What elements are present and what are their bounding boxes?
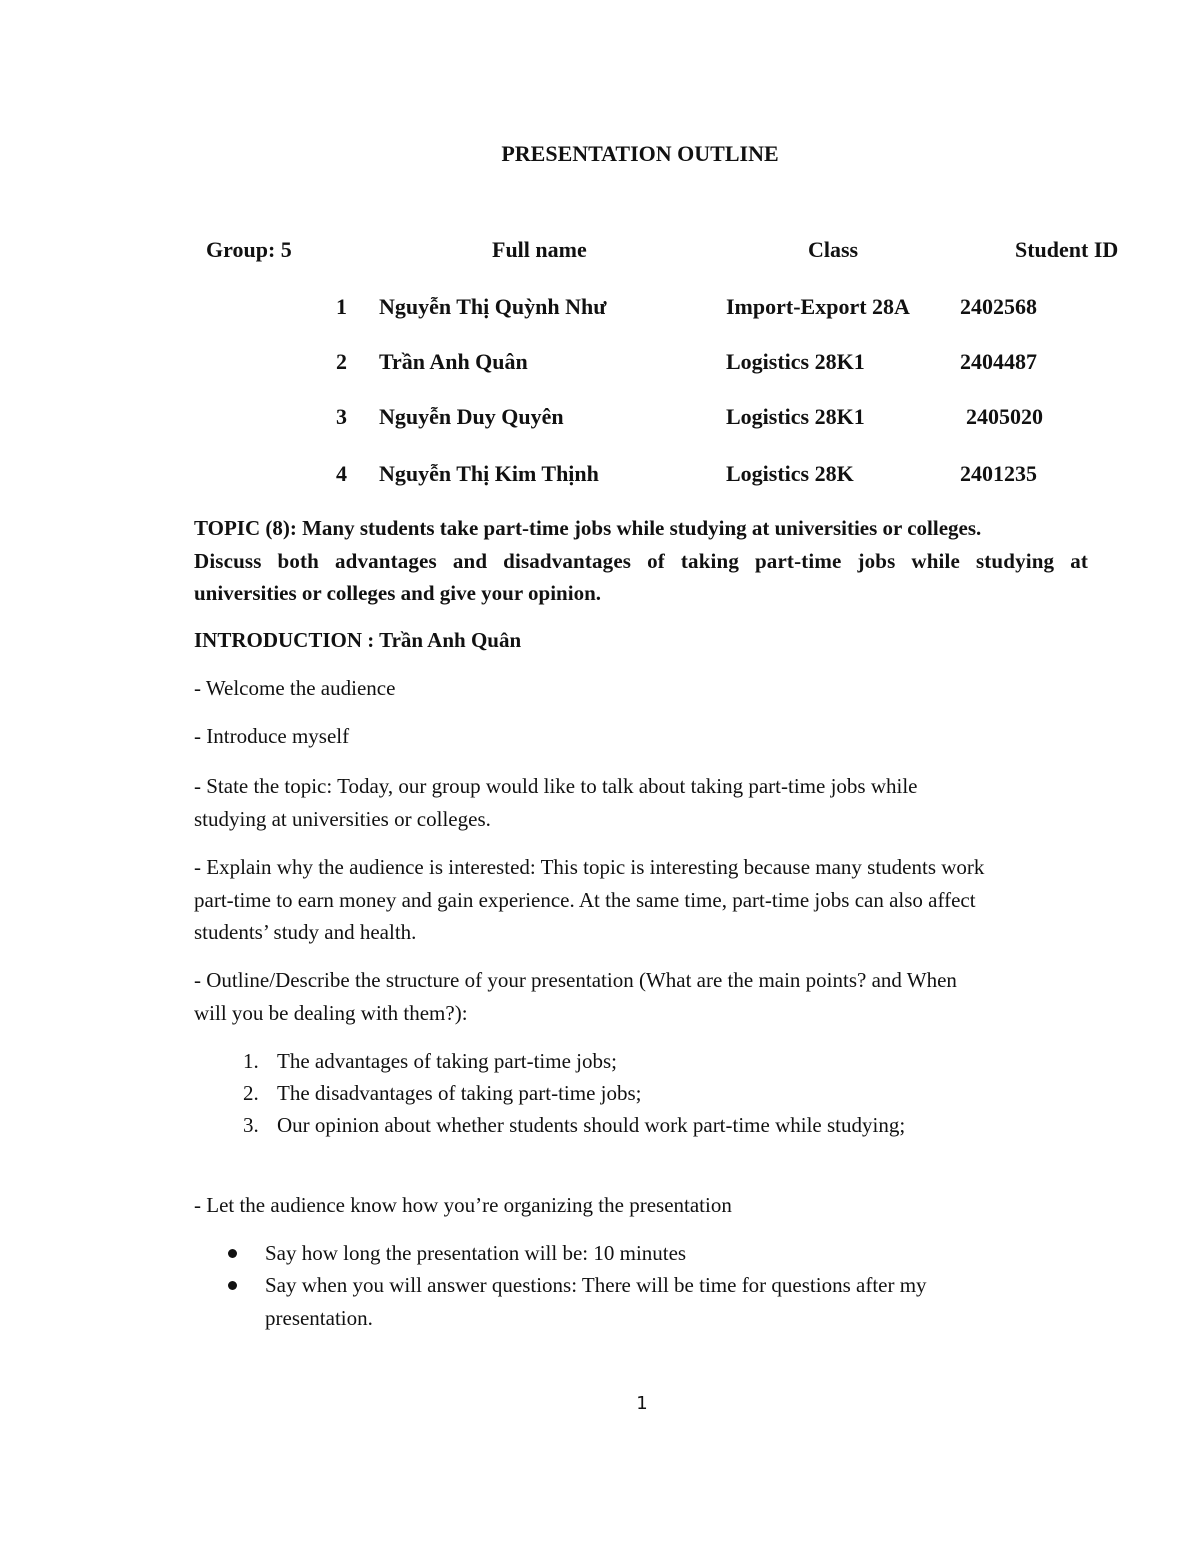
list-number: 2.	[243, 1081, 259, 1105]
outline-item	[194, 964, 1094, 1029]
row-class: Logistics 28K1	[726, 404, 865, 429]
state-topic-line: studying at universities or colleges.	[194, 806, 491, 831]
topic-paragraph	[194, 512, 1088, 610]
list-text: Say how long the presentation will be: 10 minutes	[265, 1241, 687, 1265]
row-student-id: 2404487	[960, 349, 1037, 374]
page-number: 1	[636, 1393, 648, 1414]
bullet-icon	[228, 1249, 237, 1258]
welcome-item: - Welcome the audience	[194, 676, 396, 700]
explain-line: students’ study and health.	[194, 920, 417, 944]
row-student-id: 2405020	[966, 404, 1043, 429]
topic-line: Discuss both advantages and disadvantages of taking part-time jobs while studying at	[194, 548, 1088, 573]
introduction-heading: INTRODUCTION : Trần Anh Quân	[194, 628, 522, 652]
row-class: Logistics 28K	[726, 461, 854, 486]
row-name: Trần Anh Quân	[379, 349, 528, 374]
row-number: 3	[336, 404, 347, 429]
state-topic-line: - State the topic: Today, our group would like to talk about taking part-time jobs while	[194, 774, 918, 798]
list-text: presentation.	[265, 1306, 373, 1330]
list-number: 3.	[243, 1113, 259, 1137]
bullet-icon	[228, 1281, 237, 1290]
row-number: 4	[336, 461, 347, 486]
list-text: The disadvantages of taking part-time jobs;	[277, 1081, 642, 1105]
row-name: Nguyễn Thị Quỳnh Như	[379, 294, 607, 319]
row-class: Logistics 28K1	[726, 349, 865, 374]
list-text: Say when you will answer questions: There will be time for questions after my	[265, 1273, 927, 1297]
introduce-item: - Introduce myself	[194, 724, 350, 748]
organizing-item: - Let the audience know how you’re organizing the presentation	[194, 1193, 732, 1217]
row-number: 1	[336, 294, 347, 319]
outline-line: - Outline/Describe the structure of your presentation (What are the main points? and When	[194, 968, 957, 992]
list-text: Our opinion about whether students should work part-time while studying;	[277, 1113, 906, 1137]
header-student-id: Student ID	[1015, 237, 1119, 262]
list-number: 1.	[243, 1049, 259, 1073]
list-text: The advantages of taking part-time jobs;	[277, 1049, 617, 1073]
row-number: 2	[336, 349, 347, 374]
explain-line: - Explain why the audience is interested: This topic is interesting because many students work	[194, 855, 985, 879]
header-class: Class	[808, 237, 859, 262]
row-student-id: 2401235	[960, 461, 1037, 486]
explain-line: part-time to earn money and gain experience. At the same time, part-time jobs can also affect	[194, 887, 976, 912]
topic-line: universities or colleges and give your opinion.	[194, 581, 601, 605]
header-full-name: Full name	[492, 237, 587, 262]
explain-item	[194, 851, 1094, 949]
row-class: Import-Export 28A	[726, 294, 910, 319]
outline-line: will you be dealing with them?):	[194, 1000, 468, 1025]
topic-line: TOPIC (8): Many students take part-time jobs while studying at universities or colleges.	[194, 516, 982, 540]
header-group: Group: 5	[206, 237, 292, 262]
row-name: Nguyễn Duy Quyên	[379, 404, 564, 429]
page-title: PRESENTATION OUTLINE	[501, 141, 779, 166]
row-student-id: 2402568	[960, 294, 1037, 319]
row-name: Nguyễn Thị Kim Thịnh	[379, 461, 599, 486]
state-topic-item	[194, 770, 1094, 835]
